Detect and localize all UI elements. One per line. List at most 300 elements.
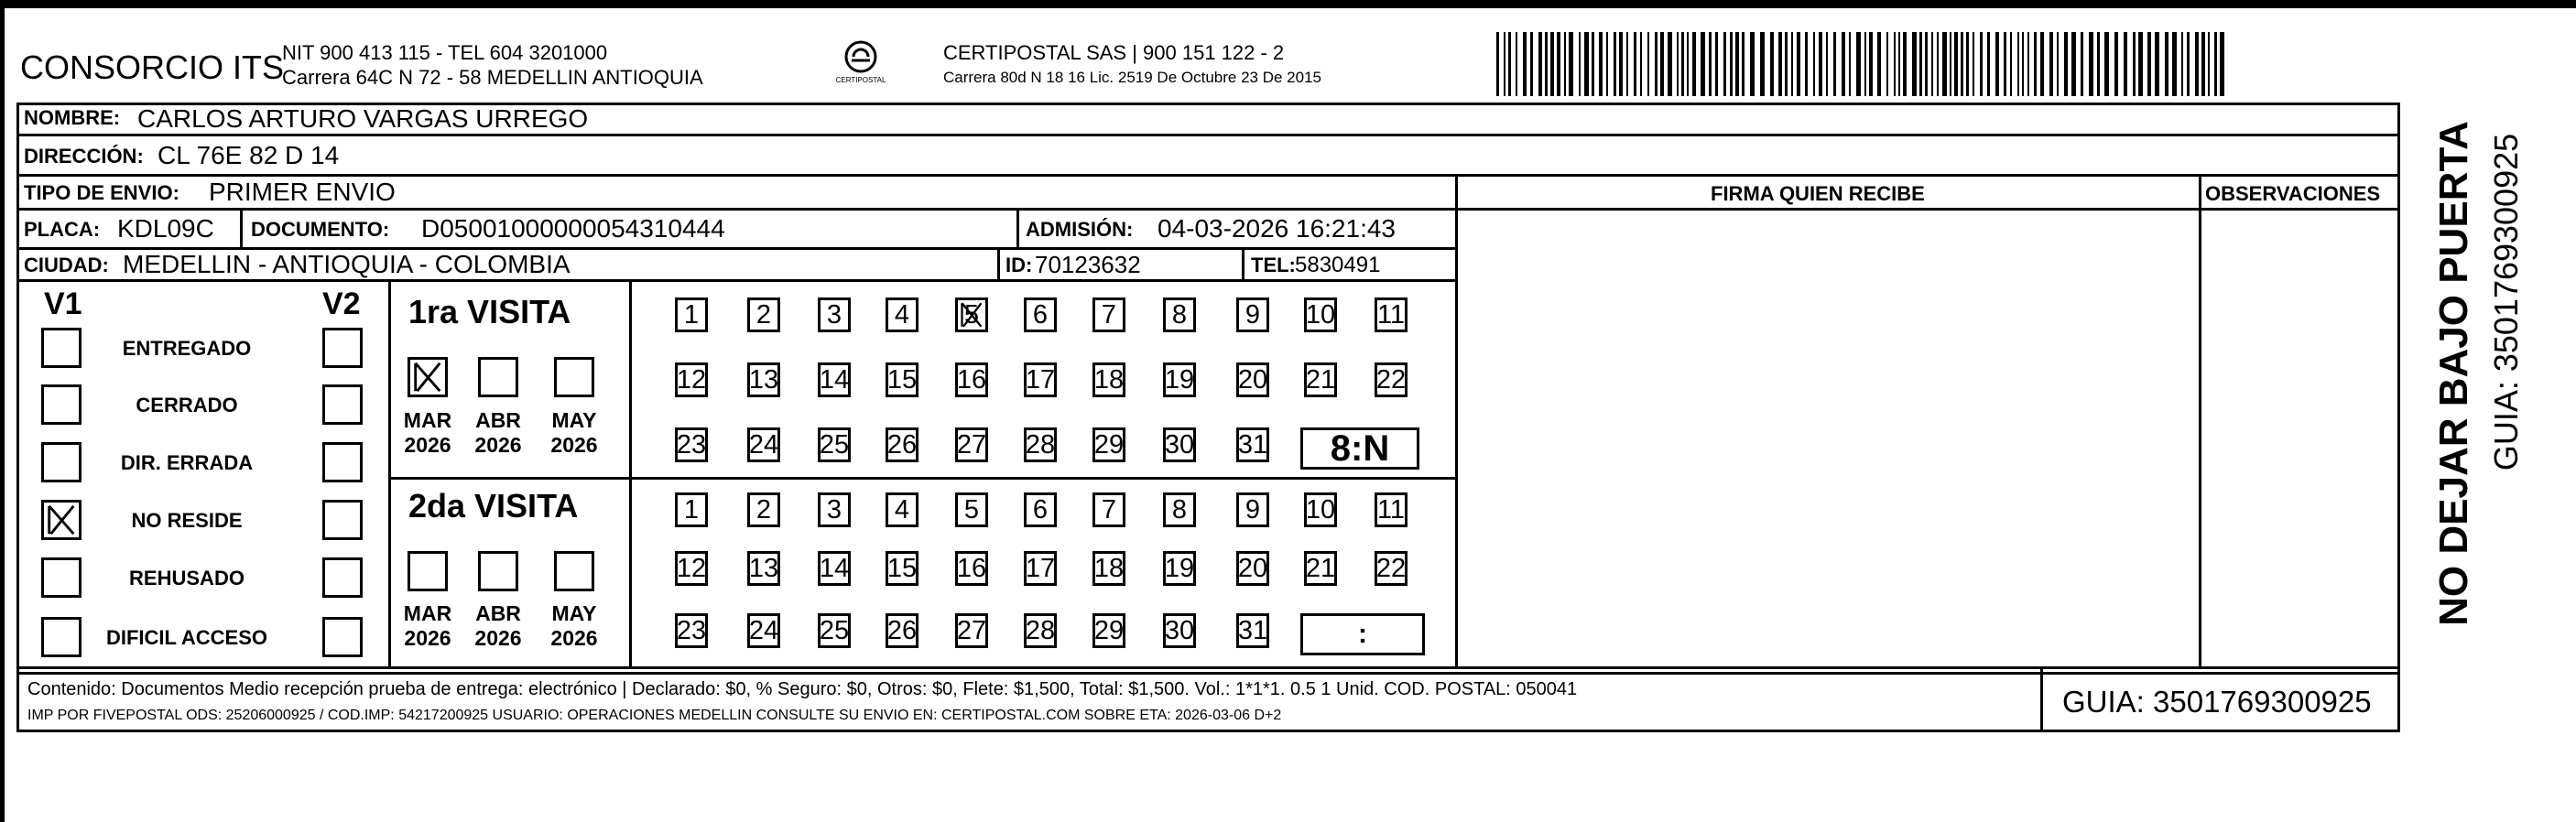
barcode-bar bbox=[1931, 32, 1933, 96]
documento-label: DOCUMENTO: bbox=[251, 218, 390, 241]
second-visit-day[interactable] bbox=[1236, 613, 1269, 648]
day-number: 5 bbox=[963, 299, 980, 330]
col-divider bbox=[1242, 247, 1245, 281]
day-number: 18 bbox=[1093, 364, 1125, 395]
barcode-bar bbox=[2097, 32, 2100, 96]
barcode-bar bbox=[1523, 32, 1527, 96]
barcode-bar bbox=[2049, 32, 2053, 96]
barcode-bar bbox=[1886, 32, 1888, 96]
day-number: 26 bbox=[886, 429, 918, 460]
barcode-bar bbox=[1813, 32, 1815, 96]
month-label bbox=[545, 601, 603, 651]
barcode-bar bbox=[1614, 32, 1616, 96]
second-visit-day[interactable] bbox=[1092, 613, 1125, 648]
barcode-bar bbox=[1538, 32, 1542, 96]
certipostal-logo bbox=[828, 38, 894, 93]
day-number: 11 bbox=[1376, 494, 1406, 525]
barcode-bar bbox=[1849, 32, 1851, 96]
month-year: 2026 bbox=[404, 433, 451, 457]
day-number: 30 bbox=[1164, 615, 1195, 645]
barcode-bar bbox=[1742, 32, 1745, 96]
barcode-bar bbox=[1619, 32, 1623, 96]
barcode-bar bbox=[2201, 32, 2205, 96]
v2-header: V2 bbox=[322, 287, 361, 321]
barcode-bar bbox=[1987, 32, 1990, 96]
day-number: 2 bbox=[755, 494, 772, 525]
first-visit-day[interactable] bbox=[1024, 362, 1057, 397]
month-label bbox=[469, 601, 527, 651]
barcode-bar bbox=[1973, 32, 1974, 96]
barcode-bar bbox=[2172, 32, 2177, 96]
first-visit-month-mar[interactable] bbox=[408, 357, 448, 397]
barcode-bar bbox=[1864, 32, 1866, 96]
day-number: 23 bbox=[676, 615, 707, 645]
day-number: 12 bbox=[676, 364, 707, 395]
day-number: 28 bbox=[1025, 429, 1056, 460]
day-number: 14 bbox=[819, 553, 850, 583]
ciudad-label: CIUDAD: bbox=[24, 254, 109, 276]
company-name: CONSORCIO ITS bbox=[20, 49, 285, 86]
day-number: 4 bbox=[894, 299, 910, 330]
day-number: 29 bbox=[1093, 615, 1125, 645]
second-visit-time[interactable]: : bbox=[1300, 613, 1425, 655]
month-name: ABR bbox=[475, 408, 521, 432]
row-divider bbox=[16, 208, 2400, 211]
barcode-bar bbox=[2220, 32, 2224, 96]
barcode-bar bbox=[1668, 32, 1672, 96]
second-visit-month-abr[interactable] bbox=[478, 551, 518, 591]
first-visit-day[interactable] bbox=[1092, 297, 1125, 332]
barcode-bar bbox=[1701, 32, 1705, 96]
second-visit-day[interactable] bbox=[1092, 492, 1125, 527]
day-number: 16 bbox=[956, 553, 987, 583]
barcode-bar bbox=[1516, 32, 1517, 96]
v1-checkbox-2[interactable] bbox=[41, 442, 82, 482]
v2-checkbox-1[interactable] bbox=[322, 384, 363, 425]
day-number: 19 bbox=[1164, 553, 1195, 583]
tipo-envio-value: PRIMER ENVIO bbox=[209, 178, 396, 206]
day-number: 6 bbox=[1032, 494, 1049, 525]
barcode-bar bbox=[2040, 32, 2044, 96]
barcode-bar bbox=[1898, 32, 1900, 96]
month-year: 2026 bbox=[474, 433, 522, 457]
tel-value: 5830491 bbox=[1295, 253, 1381, 277]
first-visit-day[interactable] bbox=[886, 362, 918, 397]
first-visit-day[interactable] bbox=[675, 427, 708, 462]
day-number: 19 bbox=[1164, 364, 1195, 395]
v2-checkbox-3[interactable] bbox=[322, 500, 363, 540]
second-visit-day[interactable] bbox=[1236, 492, 1269, 527]
barcode-bar bbox=[1819, 32, 1822, 96]
side-guia: GUIA: 3501769300925 bbox=[2487, 133, 2525, 471]
day-number: 8 bbox=[1171, 494, 1188, 525]
month-name: ABR bbox=[475, 601, 521, 625]
second-visit-day[interactable] bbox=[818, 551, 851, 586]
day-number: 20 bbox=[1237, 364, 1268, 395]
barcode-bar bbox=[2114, 32, 2118, 96]
col-divider bbox=[997, 247, 1000, 281]
barcode-bar bbox=[1942, 32, 1947, 96]
barcode-bar bbox=[1856, 32, 1861, 96]
first-visit-day[interactable] bbox=[747, 362, 780, 397]
day-number: 3 bbox=[826, 494, 842, 525]
first-visit-day[interactable] bbox=[886, 427, 918, 462]
barcode-bar bbox=[2208, 32, 2210, 96]
barcode-bar bbox=[1805, 32, 1808, 96]
month-label bbox=[545, 408, 603, 458]
first-visit-day[interactable] bbox=[675, 362, 708, 397]
row-divider bbox=[16, 174, 2400, 177]
barcode-bar bbox=[1869, 32, 1873, 96]
first-visit-day[interactable] bbox=[1163, 362, 1196, 397]
day-number: 14 bbox=[819, 364, 850, 395]
barcode-bar bbox=[2155, 32, 2159, 96]
barcode-bar bbox=[1760, 32, 1765, 96]
barcode-bar bbox=[2081, 32, 2083, 96]
barcode-bar bbox=[1797, 32, 1800, 96]
day-number: 6 bbox=[1032, 299, 1049, 330]
v2-checkbox-0[interactable] bbox=[322, 328, 363, 368]
barcode-bar bbox=[1778, 32, 1782, 96]
barcode-bar bbox=[1557, 32, 1560, 96]
second-visit-day[interactable] bbox=[886, 492, 918, 527]
first-visit-month-abr[interactable] bbox=[478, 357, 518, 397]
month-year: 2026 bbox=[474, 626, 522, 650]
barcode-bar bbox=[1660, 32, 1664, 96]
barcode-bar bbox=[1954, 32, 1958, 96]
barcode-bar bbox=[2089, 32, 2093, 96]
barcode-bar bbox=[1919, 32, 1922, 96]
day-number: 27 bbox=[956, 615, 987, 645]
v2-checkbox-2[interactable] bbox=[322, 442, 363, 482]
footer-print-info: IMP POR FIVEPOSTAL ODS: 25206000925 / COD.IMP: 54217200925 USUARIO: OPERACIONES MEDELLIN CONSULTE SU ENVIO EN: CERTIPOSTAL.COM SOBRE ETA: 2026-03-06 D+2 bbox=[27, 708, 1282, 723]
month-label bbox=[469, 408, 527, 458]
second-visit-day[interactable] bbox=[1024, 613, 1057, 648]
day-number: 26 bbox=[886, 615, 918, 645]
month-name: MAY bbox=[551, 601, 597, 625]
barcode bbox=[1496, 32, 2227, 96]
second-visit-day[interactable] bbox=[1163, 613, 1196, 648]
barcode-bar bbox=[1530, 32, 1533, 96]
day-number: 8 bbox=[1171, 299, 1188, 330]
barcode-bar bbox=[1504, 32, 1505, 96]
barcode-bar bbox=[1569, 32, 1573, 96]
id-label: ID: bbox=[1005, 254, 1033, 276]
barcode-bar bbox=[1826, 32, 1828, 96]
col-divider bbox=[1016, 208, 1019, 249]
barcode-bar bbox=[1715, 32, 1718, 96]
tipo-envio-label: TIPO DE ENVIO: bbox=[24, 181, 179, 204]
barcode-bar bbox=[1903, 32, 1907, 96]
barcode-bar bbox=[2165, 32, 2168, 96]
barcode-bar bbox=[1730, 32, 1733, 96]
second-visit-day[interactable] bbox=[955, 613, 988, 648]
first-visit-day[interactable] bbox=[818, 362, 851, 397]
documento-value: D05001000000054310444 bbox=[421, 214, 725, 243]
second-visit-month-mar[interactable] bbox=[408, 551, 448, 591]
footer-content: Contenido: Documentos Medio recepción prueba de entrega: electrónico | Declarado: $0, % Seguro: $0, Otros: $0, Flete: $1,500, Total: $1,500. Vol.: 1*1*1. 0.5 1 Unid. COD. POSTAL: 050041 bbox=[27, 679, 1578, 699]
day-number: 15 bbox=[886, 553, 918, 583]
first-visit-day[interactable] bbox=[1163, 427, 1196, 462]
second-visit-month-may[interactable] bbox=[554, 551, 594, 591]
barcode-bar bbox=[1508, 32, 1511, 96]
v1-checkbox-3[interactable] bbox=[41, 500, 82, 540]
barcode-bar bbox=[1634, 32, 1636, 96]
barcode-bar bbox=[1750, 32, 1755, 96]
barcode-bar bbox=[2017, 32, 2019, 96]
barcode-bar bbox=[1950, 32, 1951, 96]
v2-checkbox-5[interactable] bbox=[322, 617, 363, 657]
day-number: 9 bbox=[1245, 494, 1261, 525]
day-number: 24 bbox=[748, 429, 779, 460]
col-divider bbox=[2199, 174, 2201, 668]
barcode-bar bbox=[1564, 32, 1566, 96]
first-visit-day[interactable] bbox=[1236, 297, 1269, 332]
second-visit-day[interactable] bbox=[818, 613, 851, 648]
logo-text: CERTIPOSTAL bbox=[835, 76, 886, 84]
placa-value: KDL09C bbox=[117, 214, 214, 243]
barcode-bar bbox=[2004, 32, 2006, 96]
barcode-bar bbox=[1677, 32, 1679, 96]
month-year: 2026 bbox=[550, 626, 598, 650]
day-number: 1 bbox=[683, 494, 700, 525]
day-number: 30 bbox=[1164, 429, 1195, 460]
barcode-bar bbox=[1877, 32, 1881, 96]
placa-label: PLACA: bbox=[24, 218, 101, 241]
day-number: 18 bbox=[1093, 553, 1125, 583]
barcode-bar bbox=[2057, 32, 2059, 96]
second-visit-day[interactable] bbox=[1024, 492, 1057, 527]
day-number: 31 bbox=[1237, 429, 1268, 460]
month-name: MAR bbox=[403, 601, 452, 625]
day-number: 22 bbox=[1375, 364, 1407, 395]
nombre-value: CARLOS ARTURO VARGAS URREGO bbox=[137, 104, 589, 133]
barcode-bar bbox=[2181, 32, 2183, 96]
barcode-bar bbox=[1912, 32, 1917, 96]
second-visit-day[interactable] bbox=[747, 492, 780, 527]
barcode-bar bbox=[1545, 32, 1548, 96]
barcode-bar bbox=[2010, 32, 2012, 96]
barcode-bar bbox=[1842, 32, 1845, 96]
status-label: ENTREGADO bbox=[122, 337, 252, 360]
first-visit-day[interactable] bbox=[955, 297, 988, 332]
day-number: 21 bbox=[1305, 553, 1336, 583]
day-number: 13 bbox=[748, 364, 779, 395]
second-visit-day[interactable] bbox=[886, 613, 918, 648]
observaciones-header: OBSERVACIONES bbox=[2205, 182, 2381, 205]
barcode-bar bbox=[1966, 32, 1969, 96]
barcode-bar bbox=[2071, 32, 2076, 96]
barcode-bar bbox=[1980, 32, 1983, 96]
barcode-bar bbox=[1937, 32, 1939, 96]
col-divider bbox=[629, 279, 632, 668]
day-number: 1 bbox=[683, 299, 700, 330]
day-number: 23 bbox=[676, 429, 707, 460]
second-visit-day[interactable] bbox=[1092, 551, 1125, 586]
first-visit-time[interactable]: 8:N bbox=[1300, 427, 1419, 470]
first-visit-day[interactable] bbox=[1163, 297, 1196, 332]
day-number: 28 bbox=[1025, 615, 1056, 645]
barcode-bar bbox=[1894, 32, 1896, 96]
second-visit-day[interactable] bbox=[955, 551, 988, 586]
status-label: CERRADO bbox=[136, 394, 238, 416]
first-visit-day[interactable] bbox=[818, 427, 851, 462]
second-visit-title: 2da VISITA bbox=[408, 487, 579, 525]
day-number: 4 bbox=[894, 494, 910, 525]
direccion-value: CL 76E 82 D 14 bbox=[158, 141, 340, 169]
month-year: 2026 bbox=[550, 433, 598, 457]
day-number: 9 bbox=[1245, 299, 1261, 330]
barcode-bar bbox=[1709, 32, 1712, 96]
v1-checkbox-5[interactable] bbox=[41, 617, 82, 657]
month-year: 2026 bbox=[404, 626, 451, 650]
first-visit-day[interactable] bbox=[1024, 427, 1057, 462]
day-number: 15 bbox=[886, 364, 918, 395]
second-visit-day[interactable] bbox=[675, 551, 708, 586]
day-number: 17 bbox=[1025, 553, 1056, 583]
first-visit-day[interactable] bbox=[675, 297, 708, 332]
second-visit-day[interactable] bbox=[747, 613, 780, 648]
barcode-bar bbox=[2064, 32, 2068, 96]
day-number: 27 bbox=[956, 429, 987, 460]
barcode-bar bbox=[1626, 32, 1628, 96]
v1-header: V1 bbox=[44, 287, 82, 321]
barcode-bar bbox=[2187, 32, 2190, 96]
second-visit-day[interactable] bbox=[1024, 551, 1057, 586]
nombre-label: NOMBRE: bbox=[24, 106, 121, 129]
direccion-label: DIRECCIÓN: bbox=[24, 145, 144, 168]
first-visit-day[interactable] bbox=[747, 427, 780, 462]
row-divider bbox=[16, 134, 2400, 136]
day-number: 10 bbox=[1305, 494, 1336, 525]
barcode-bar bbox=[1833, 32, 1836, 96]
day-number: 5 bbox=[963, 494, 980, 525]
v1-checkbox-1[interactable] bbox=[41, 384, 82, 425]
barcode-bar bbox=[1655, 32, 1658, 96]
second-visit-day[interactable] bbox=[747, 551, 780, 586]
barcode-bar bbox=[1592, 32, 1594, 96]
second-visit-day[interactable] bbox=[1236, 551, 1269, 586]
month-name: MAR bbox=[403, 408, 452, 432]
barcode-bar bbox=[1681, 32, 1684, 96]
first-visit-day[interactable] bbox=[955, 362, 988, 397]
barcode-bar bbox=[1770, 32, 1774, 96]
first-visit-day[interactable] bbox=[1236, 427, 1269, 462]
first-visit-day[interactable] bbox=[1092, 362, 1125, 397]
firma-header: FIRMA QUIEN RECIBE bbox=[1711, 182, 1925, 205]
day-number: 7 bbox=[1101, 299, 1117, 330]
second-visit-day[interactable] bbox=[1163, 492, 1196, 527]
day-number: 29 bbox=[1093, 429, 1125, 460]
first-visit-day[interactable] bbox=[1304, 362, 1337, 397]
company-address: Carrera 64C N 72 - 58 MEDELLIN ANTIOQUIA bbox=[282, 66, 703, 89]
barcode-bar bbox=[2124, 32, 2127, 96]
first-visit-day[interactable] bbox=[818, 297, 851, 332]
day-number: 13 bbox=[748, 553, 779, 583]
ciudad-value: MEDELLIN - ANTIOQUIA - COLOMBIA bbox=[123, 250, 571, 278]
first-visit-day[interactable] bbox=[1236, 362, 1269, 397]
first-visit-day[interactable] bbox=[1375, 297, 1408, 332]
first-visit-day[interactable] bbox=[955, 427, 988, 462]
first-visit-day[interactable] bbox=[1024, 297, 1057, 332]
barcode-bar bbox=[1606, 32, 1608, 96]
barcode-bar bbox=[2147, 32, 2151, 96]
month-label bbox=[398, 408, 457, 458]
barcode-bar bbox=[1599, 32, 1603, 96]
v2-checkbox-4[interactable] bbox=[322, 557, 363, 598]
first-visit-day[interactable] bbox=[1092, 427, 1125, 462]
certipostal-address: Carrera 80d N 18 16 Lic. 2519 De Octubre 23 De 2015 bbox=[943, 69, 1321, 86]
second-visit-day[interactable] bbox=[1375, 492, 1408, 527]
barcode-bar bbox=[1925, 32, 1928, 96]
id-value: 70123632 bbox=[1035, 251, 1141, 278]
barcode-bar bbox=[1791, 32, 1793, 96]
v1-checkbox-0[interactable] bbox=[41, 328, 82, 368]
barcode-bar bbox=[2034, 32, 2037, 96]
barcode-bar bbox=[1735, 32, 1739, 96]
certipostal-nit: CERTIPOSTAL SAS | 900 151 122 - 2 bbox=[943, 41, 1285, 64]
day-number: 22 bbox=[1375, 553, 1407, 583]
day-number: 12 bbox=[676, 553, 707, 583]
first-visit-month-may[interactable] bbox=[554, 357, 594, 397]
col-divider bbox=[240, 208, 243, 249]
barcode-bar bbox=[1995, 32, 1999, 96]
col-divider bbox=[1455, 174, 1458, 668]
second-visit-day[interactable] bbox=[675, 613, 708, 648]
col-divider bbox=[388, 279, 391, 668]
barcode-bar bbox=[2214, 32, 2217, 96]
second-visit-day[interactable] bbox=[1163, 551, 1196, 586]
first-visit-day[interactable] bbox=[747, 297, 780, 332]
second-visit-day[interactable] bbox=[818, 492, 851, 527]
barcode-bar bbox=[1550, 32, 1554, 96]
second-visit-day[interactable] bbox=[1375, 551, 1408, 586]
barcode-bar bbox=[1579, 32, 1581, 96]
day-number: 3 bbox=[826, 299, 842, 330]
barcode-bar bbox=[2138, 32, 2143, 96]
status-label: DIFICIL ACCESO bbox=[105, 626, 268, 649]
status-label: REHUSADO bbox=[129, 567, 245, 589]
admision-label: ADMISIÓN: bbox=[1026, 218, 1134, 241]
day-number: 25 bbox=[819, 429, 850, 460]
barcode-bar bbox=[2133, 32, 2136, 96]
barcode-bar bbox=[1723, 32, 1726, 96]
no-dejar-warning: NO DEJAR BAJO PUERTA bbox=[2431, 121, 2476, 626]
day-number: 24 bbox=[748, 615, 779, 645]
barcode-bar bbox=[2195, 32, 2199, 96]
day-number: 7 bbox=[1101, 494, 1117, 525]
second-visit-day[interactable] bbox=[675, 492, 708, 527]
tel-label: TEL: bbox=[1251, 254, 1296, 276]
barcode-bar bbox=[1640, 32, 1642, 96]
second-visit-day[interactable] bbox=[955, 492, 988, 527]
footer-guia: GUIA: 3501769300925 bbox=[2062, 685, 2372, 719]
first-visit-day[interactable] bbox=[1304, 297, 1337, 332]
first-visit-day[interactable] bbox=[1375, 362, 1408, 397]
first-visit-title: 1ra VISITA bbox=[408, 293, 571, 330]
day-number: 16 bbox=[956, 364, 987, 395]
barcode-bar bbox=[1692, 32, 1696, 96]
second-visit-day[interactable] bbox=[1304, 492, 1337, 527]
second-visit-day[interactable] bbox=[1304, 551, 1337, 586]
barcode-bar bbox=[1785, 32, 1788, 96]
day-number: 31 bbox=[1237, 615, 1268, 645]
second-visit-day[interactable] bbox=[886, 551, 918, 586]
v1-checkbox-4[interactable] bbox=[41, 557, 82, 598]
barcode-bar bbox=[2022, 32, 2024, 96]
first-visit-day[interactable] bbox=[886, 297, 918, 332]
barcode-bar bbox=[1496, 32, 1499, 96]
